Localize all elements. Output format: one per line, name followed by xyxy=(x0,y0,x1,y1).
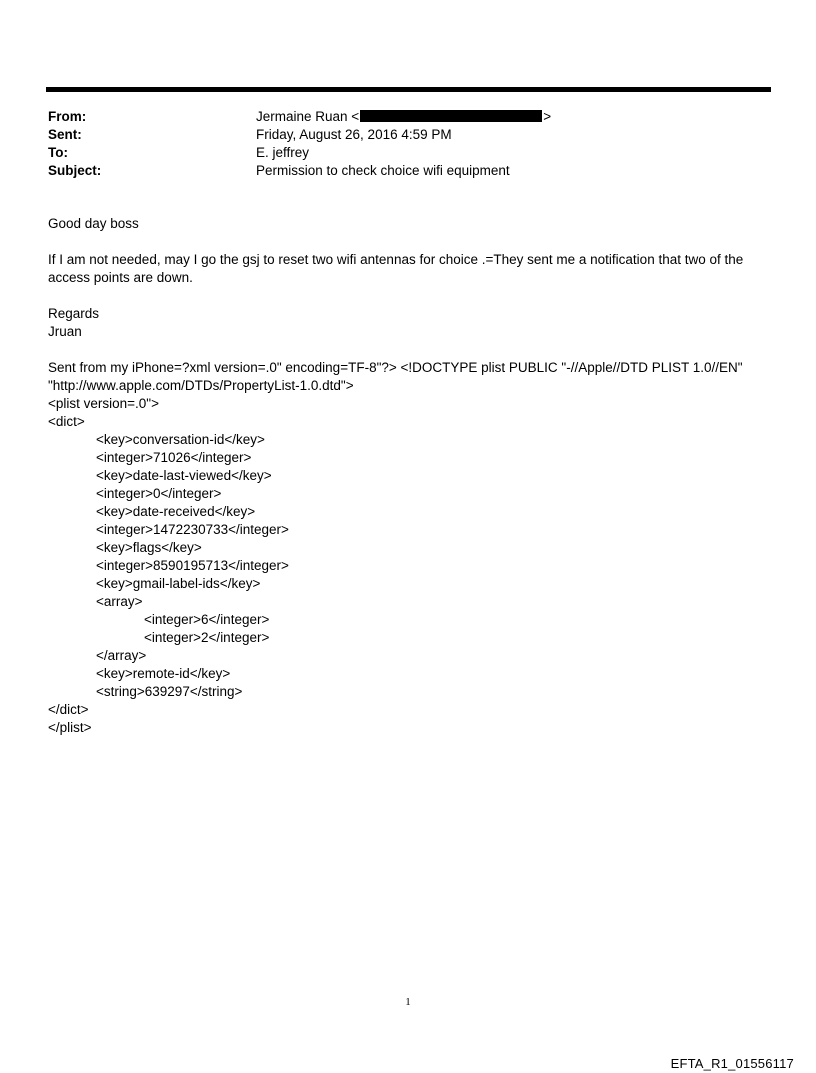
to-row xyxy=(48,144,768,162)
plist-value: <string>639297</string> xyxy=(96,684,243,699)
plist-key: <key>remote-id</key> xyxy=(96,666,231,681)
array-close: </array> xyxy=(96,648,147,663)
from-close: > xyxy=(543,109,552,124)
plist-key: <key>gmail-label-ids</key> xyxy=(96,576,261,591)
plist-value: <integer>71026</integer> xyxy=(96,450,252,465)
to-label: To: xyxy=(48,145,68,160)
plist-key: <key>date-received</key> xyxy=(96,504,256,519)
dict-open: <dict> xyxy=(48,414,85,429)
plist-key: <key>conversation-id</key> xyxy=(96,432,265,447)
plist-key: <key>flags</key> xyxy=(96,540,202,555)
email-header xyxy=(48,108,768,180)
email-body xyxy=(48,215,768,737)
redaction-bar xyxy=(360,110,542,122)
subject-label: Subject: xyxy=(48,163,102,178)
plist-value: <integer>1472230733</integer> xyxy=(96,522,289,537)
sent-from-line: Sent from my iPhone=?xml version=.0" encoding=TF-8"?> <!DOCTYPE plist PUBLIC "-//Apple//DTD PLIST 1.0//EN" xyxy=(48,360,743,375)
header-rule xyxy=(46,87,771,92)
sent-value: Friday, August 26, 2016 4:59 PM xyxy=(256,127,452,142)
sent-label: Sent: xyxy=(48,127,82,142)
doctype-url-line: "http://www.apple.com/DTDs/PropertyList-1.0.dtd"> xyxy=(48,378,354,393)
to-value: E. jeffrey xyxy=(256,145,310,160)
signature: Jruan xyxy=(48,324,82,339)
from-name: Jermaine Ruan < xyxy=(256,109,360,124)
regards: Regards xyxy=(48,306,100,321)
subject-row xyxy=(48,162,768,180)
array-open: <array> xyxy=(96,594,143,609)
page-number: 1 xyxy=(405,996,411,1008)
from-row xyxy=(48,108,768,126)
from-value xyxy=(256,108,551,126)
array-item: <integer>6</integer> xyxy=(144,612,270,627)
greeting: Good day boss xyxy=(48,216,139,231)
array-item: <integer>2</integer> xyxy=(144,630,270,645)
plist-value: <integer>8590195713</integer> xyxy=(96,558,289,573)
subject-value: Permission to check choice wifi equipment xyxy=(256,163,510,178)
plist-key: <key>date-last-viewed</key> xyxy=(96,468,272,483)
sent-row xyxy=(48,126,768,144)
plist-close: </plist> xyxy=(48,720,92,735)
dict-close: </dict> xyxy=(48,702,89,717)
from-label: From: xyxy=(48,109,87,124)
message-paragraph: If I am not needed, may I go the gsj to reset two wifi antennas for choice .=They sent me a notification that two of the access points are down. xyxy=(48,252,744,285)
plist-open: <plist version=.0"> xyxy=(48,396,159,411)
plist-value: <integer>0</integer> xyxy=(96,486,222,501)
document-id: EFTA_R1_01556117 xyxy=(670,1056,794,1071)
